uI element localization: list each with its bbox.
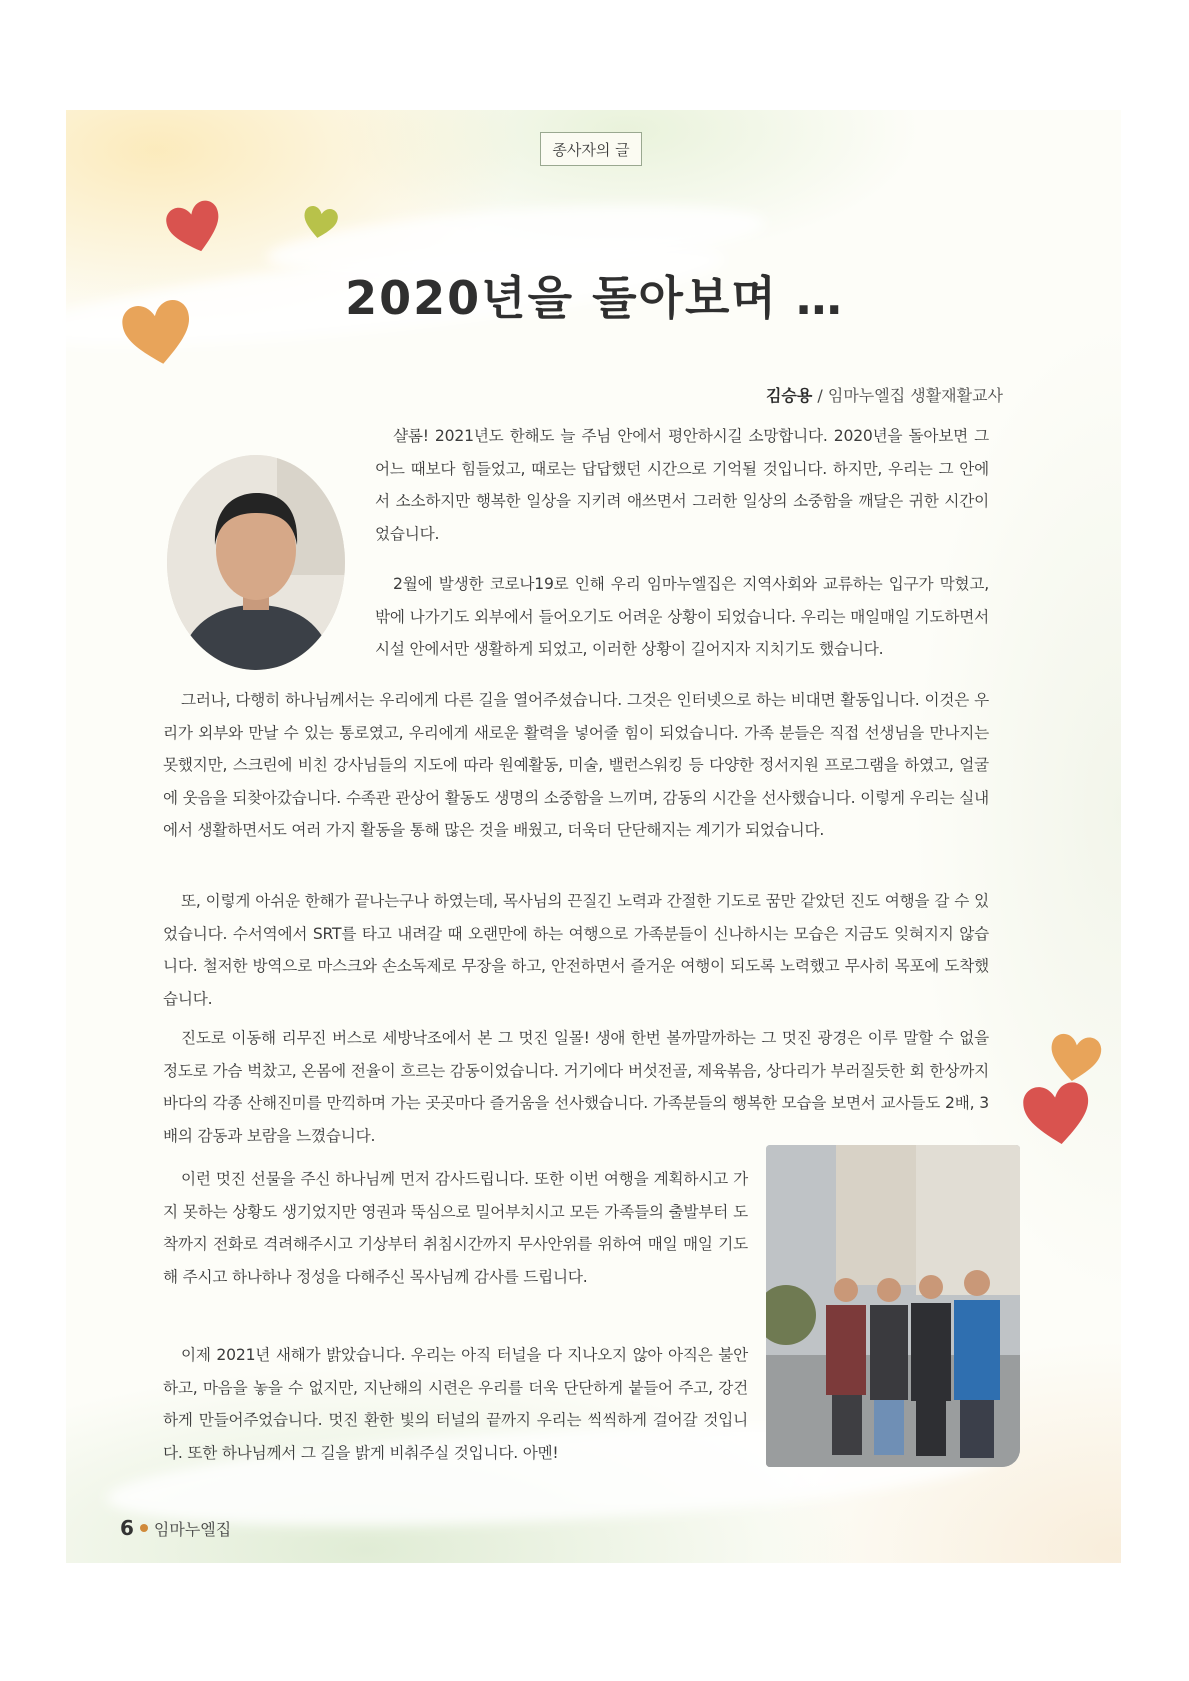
group-photo [766, 1145, 1020, 1467]
author-name: 김승용 [765, 386, 813, 405]
paragraph-6: 이런 멋진 선물을 주신 하나님께 먼저 감사드립니다. 또한 이번 여행을 계획하시고 가지 못하는 상황도 생기었지만 영권과 뚝심으로 밀어부치시고 모든 가족들의 출발부터 도착까지 전화로 격려해주시고 기상부터 취침시간까지 무사안위를 위하여 매일 매일 기도해 주시고 하나하나 정성을 다해주신 목사님께 감사를 드립니다. [163, 1170, 748, 1286]
footer-dot-icon [140, 1524, 148, 1532]
heart-icon [1045, 1032, 1105, 1084]
page-title: 2020년을 돌아보며 … [345, 271, 844, 325]
heart-icon [1020, 1080, 1095, 1148]
paragraph-7: 이제 2021년 새해가 밝았습니다. 우리는 아직 터널을 다 지나오지 않아 아직은 불안하고, 마음을 놓을 수 없지만, 지난해의 시련은 우리를 더욱 단단하게 붙들어 주고, 강건하게 만들어주었습니다. 멋진 환한 빛의 터널의 끝까지 우리는 씩씩하게 걸어갈 것입니다. 또한 하나님께서 그 길을 밝게 비춰주실 것입니다. 아멘! [163, 1346, 748, 1462]
paragraph-2: 2월에 발생한 코로나19로 인해 우리 임마누엘집은 지역사회와 교류하는 입구가 막혔고, 밖에 나가기도 외부에서 들어오기도 어려운 상황이 되었습니다. 우리는 매일매일 기도하면서 시설 안에서만 생활하게 되었고, 이러한 상황이 길어지자 지치기도 했습니다. [375, 575, 989, 658]
section-tag: 종사자의 글 [540, 132, 642, 166]
page-footer [120, 1516, 231, 1540]
heart-icon [300, 205, 340, 240]
author-portrait [167, 455, 345, 670]
paragraph-4: 또, 이렇게 아쉬운 한해가 끝나는구나 하였는데, 목사님의 끈질긴 노력과 간절한 기도로 꿈만 같았던 진도 여행을 갈 수 있었습니다. 수서역에서 SRT를 타고 내려갈 때 오랜만에 하는 여행으로 가족분들이 신나하시는 모습은 지금도 잊혀지지 않습니다. 철저한 방역으로 마스크와 손소독제로 무장을 하고, 안전하면서 즐거운 여행이 되도록 노력했고 무사히 목포에 도착했습니다. [163, 892, 989, 1008]
page-number: 6 [120, 1516, 134, 1540]
paragraph-3: 그러나, 다행히 하나님께서는 우리에게 다른 길을 열어주셨습니다. 그것은 인터넷으로 하는 비대면 활동입니다. 이것은 우리가 외부와 만날 수 있는 통로였고, 우리에게 새로운 활력을 넣어줄 힘이 되었습니다. 가족 분들은 직접 선생님을 만나지는 못했지만, 스크린에 비친 강사님들의 지도에 따라 원예활동, 미술, 밸런스워킹 등 다양한 정서지원 프로그램을 하였고, 얼굴에 웃음을 되찾아갔습니다. 수족관 관상어 활동도 생명의 소중함을 느끼며, 감동의 시간을 선사했습니다. 이렇게 우리는 실내에서 생활하면서도 여러 가지 활동을 통해 많은 것을 배웠고, 더욱더 단단해지는 계기가 되었습니다. [163, 691, 989, 839]
paragraph-1: 샬롬! 2021년도 한해도 늘 주님 안에서 평안하시길 소망합니다. 2020년을 돌아보면 그 어느 때보다 힘들었고, 때로는 답답했던 시간으로 기억될 것입니다. 하지만, 우리는 그 안에서 소소하지만 행복한 일상을 지키려 애쓰면서 그러한 일상의 소중함을 깨달은 귀한 시간이었습니다. [375, 427, 989, 543]
author-separator: / [812, 386, 828, 405]
heart-icon [165, 200, 225, 255]
author-line [766, 383, 1003, 406]
publication-name: 임마누엘집 [153, 1519, 232, 1539]
paragraph-5: 진도로 이동해 리무진 버스로 세방낙조에서 본 그 멋진 일몰! 생애 한번 볼까말까하는 그 멋진 광경은 이루 말할 수 없을 정도로 가슴 벅찼고, 온몸에 전율이 흐르는 감동이었습니다. 거기에다 버섯전골, 제육볶음, 상다리가 부러질듯한 회 한상까지 바다의 각종 산해진미를 만끽하며 가는 곳곳마다 즐거움을 선사했습니다. 가족분들의 행복한 모습을 보면서 교사들도 2배, 3배의 감동과 보람을 느꼈습니다. [163, 1029, 989, 1145]
author-role: 임마누엘집 생활재활교사 [827, 386, 1003, 405]
